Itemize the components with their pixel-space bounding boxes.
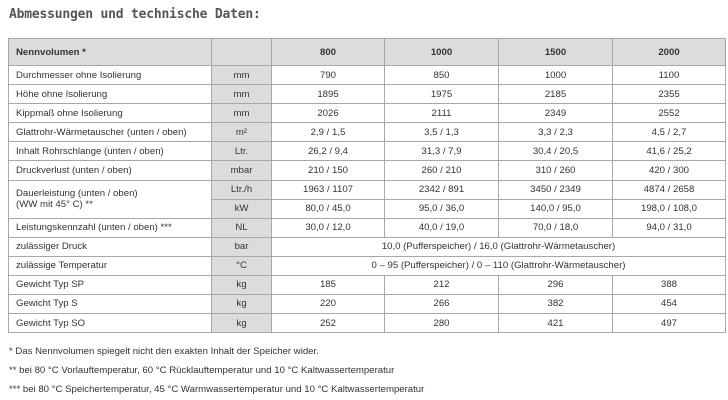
row-unit bbox=[212, 180, 272, 218]
page-title: Abmessungen und technische Daten: bbox=[9, 7, 261, 22]
table-row bbox=[9, 218, 726, 237]
table-row bbox=[9, 104, 726, 123]
row-label: Durchmesser ohne Isolierung bbox=[9, 66, 212, 85]
cell-sub: 4874 / 2658 bbox=[643, 183, 695, 195]
spanned-cell: 10,0 (Pufferspeicher) / 16,0 (Glattrohr-Wärmetauscher) bbox=[272, 237, 726, 256]
header-col-800: 800 bbox=[272, 39, 385, 66]
row-label: Glattrohr-Wärmetauscher (unten / oben) bbox=[9, 123, 212, 142]
cell: 420 / 300 bbox=[613, 161, 726, 180]
header-nennvolumen: Nennvolumen * bbox=[9, 39, 212, 66]
cell: 30,0 / 12,0 bbox=[272, 218, 385, 237]
cell: 2026 bbox=[272, 104, 385, 123]
cell: 1895 bbox=[272, 85, 385, 104]
cell: 3,5 / 1,3 bbox=[385, 123, 499, 142]
row-label: Gewicht Typ S bbox=[9, 294, 212, 313]
row-unit: kg bbox=[212, 275, 272, 294]
cell-sub: 140,0 / 95,0 bbox=[499, 199, 612, 218]
footnote: *** bei 80 °C Speichertemperatur, 45 °C Warmwassertemperatur und 10 °C Kaltwassertemperatur bbox=[9, 384, 425, 395]
cell: 421 bbox=[499, 314, 613, 333]
cell: 220 bbox=[272, 294, 385, 313]
row-label: zulässige Temperatur bbox=[9, 256, 212, 275]
row-unit: bar bbox=[212, 237, 272, 256]
row-label: Inhalt Rohrschlange (unten / oben) bbox=[9, 142, 212, 161]
row-unit: kg bbox=[212, 294, 272, 313]
row-label: zulässiger Druck bbox=[9, 237, 212, 256]
cell-sub: 80,0 / 45,0 bbox=[272, 199, 384, 218]
footnotes bbox=[9, 342, 424, 399]
cell: 30,4 / 20,5 bbox=[499, 142, 613, 161]
cell: 212 bbox=[385, 275, 499, 294]
table-header-row bbox=[9, 39, 726, 66]
row-unit: m² bbox=[212, 123, 272, 142]
cell: 2185 bbox=[499, 85, 613, 104]
table-row bbox=[9, 142, 726, 161]
table-row bbox=[9, 256, 726, 275]
cell: 454 bbox=[613, 294, 726, 313]
row-label: Gewicht Typ SP bbox=[9, 275, 212, 294]
cell: 2111 bbox=[385, 104, 499, 123]
row-unit: mm bbox=[212, 85, 272, 104]
cell: 1000 bbox=[499, 66, 613, 85]
row-unit: mm bbox=[212, 104, 272, 123]
cell: 40,0 / 19,0 bbox=[385, 218, 499, 237]
cell: 94,0 / 31,0 bbox=[613, 218, 726, 237]
cell-sub: 2342 / 891 bbox=[418, 183, 465, 195]
cell: 70,0 / 18,0 bbox=[499, 218, 613, 237]
cell: 850 bbox=[385, 66, 499, 85]
cell: 2552 bbox=[613, 104, 726, 123]
cell: 185 bbox=[272, 275, 385, 294]
table-row bbox=[9, 314, 726, 333]
cell: 790 bbox=[272, 66, 385, 85]
cell: 41,6 / 25,2 bbox=[613, 142, 726, 161]
cell bbox=[613, 180, 726, 218]
cell: 296 bbox=[499, 275, 613, 294]
cell-sub: 3450 / 2349 bbox=[530, 183, 581, 195]
cell: 280 bbox=[385, 314, 499, 333]
row-label: Kippmaß ohne Isolierung bbox=[9, 104, 212, 123]
row-unit: kg bbox=[212, 314, 272, 333]
footnote: ** bei 80 °C Vorlauftemperatur, 60 °C Rücklauftemperatur und 10 °C Kaltwassertemperatur bbox=[9, 365, 395, 376]
row-unit: Ltr. bbox=[212, 142, 272, 161]
cell: 260 / 210 bbox=[385, 161, 499, 180]
cell: 26,2 / 9,4 bbox=[272, 142, 385, 161]
row-label: Druckverlust (unten / oben) bbox=[9, 161, 212, 180]
cell bbox=[385, 180, 499, 218]
header-col-1000: 1000 bbox=[385, 39, 499, 66]
unit-sub: kW bbox=[212, 199, 271, 218]
unit-sub: Ltr./h bbox=[230, 183, 253, 195]
cell: 388 bbox=[613, 275, 726, 294]
row-unit: mbar bbox=[212, 161, 272, 180]
table-row bbox=[9, 294, 726, 313]
row-label: Höhe ohne Isolierung bbox=[9, 85, 212, 104]
table-row bbox=[9, 66, 726, 85]
header-col-2000: 2000 bbox=[613, 39, 726, 66]
cell: 2349 bbox=[499, 104, 613, 123]
cell: 497 bbox=[613, 314, 726, 333]
table-row bbox=[9, 237, 726, 256]
cell: 3,3 / 2,3 bbox=[499, 123, 613, 142]
cell-sub: 95,0 / 36,0 bbox=[385, 199, 498, 218]
row-unit: NL bbox=[212, 218, 272, 237]
table-row bbox=[9, 85, 726, 104]
cell-sub: 1963 / 1107 bbox=[303, 183, 353, 195]
table-row bbox=[9, 161, 726, 180]
row-label bbox=[9, 180, 212, 218]
dauerleistung-sublabel: (WW mit 45° C) ** bbox=[16, 199, 93, 211]
cell: 382 bbox=[499, 294, 613, 313]
table-row-dauerleistung bbox=[9, 180, 726, 218]
cell: 310 / 260 bbox=[499, 161, 613, 180]
dauerleistung-label: Dauerleistung (unten / oben) bbox=[16, 187, 138, 199]
cell: 210 / 150 bbox=[272, 161, 385, 180]
row-label: Gewicht Typ SO bbox=[9, 314, 212, 333]
cell: 1975 bbox=[385, 85, 499, 104]
row-unit: °C bbox=[212, 256, 272, 275]
table-row bbox=[9, 123, 726, 142]
cell bbox=[499, 180, 613, 218]
cell: 31,3 / 7,9 bbox=[385, 142, 499, 161]
spanned-cell: 0 – 95 (Pufferspeicher) / 0 – 110 (Glattrohr-Wärmetauscher) bbox=[272, 256, 726, 275]
cell: 1100 bbox=[613, 66, 726, 85]
spec-table bbox=[8, 38, 726, 333]
table-row bbox=[9, 275, 726, 294]
footnote: * Das Nennvolumen spiegelt nicht den exakten Inhalt der Speicher wider. bbox=[9, 346, 319, 357]
row-unit: mm bbox=[212, 66, 272, 85]
cell: 266 bbox=[385, 294, 499, 313]
header-col-1500: 1500 bbox=[499, 39, 613, 66]
cell: 2355 bbox=[613, 85, 726, 104]
row-label: Leistungskennzahl (unten / oben) *** bbox=[9, 218, 212, 237]
cell: 252 bbox=[272, 314, 385, 333]
cell: 2,9 / 1,5 bbox=[272, 123, 385, 142]
header-unit bbox=[212, 39, 272, 66]
cell-sub: 198,0 / 108,0 bbox=[613, 199, 725, 218]
cell: 4,5 / 2,7 bbox=[613, 123, 726, 142]
cell bbox=[272, 180, 385, 218]
